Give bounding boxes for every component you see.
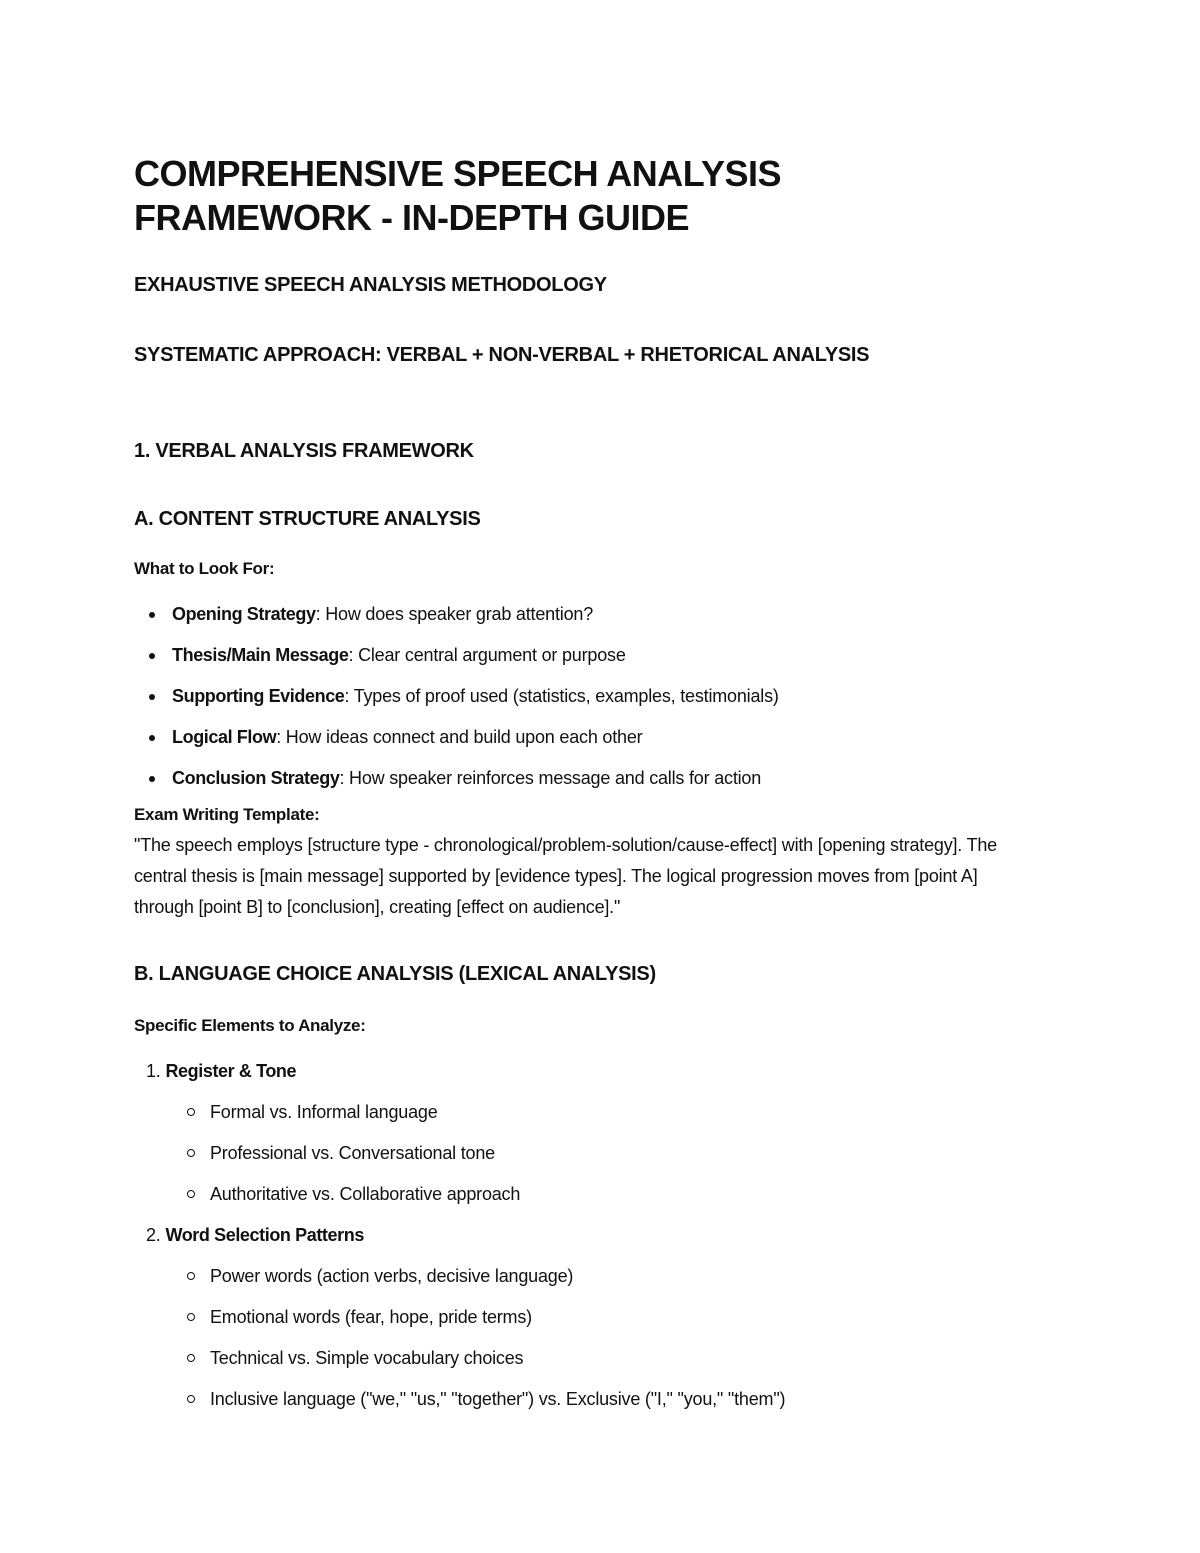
sub-list [146, 1100, 1040, 1206]
sub-list-item: Professional vs. Conversational tone [210, 1141, 1040, 1165]
subtitle-approach: SYSTEMATIC APPROACH: VERBAL + NON-VERBAL + RHETORICAL ANALYSIS [134, 344, 870, 366]
subtitle-methodology: EXHAUSTIVE SPEECH ANALYSIS METHODOLOGY [134, 274, 607, 296]
numbered-item-register [146, 1059, 1040, 1206]
item-title: Word Selection Patterns [165, 1225, 364, 1245]
item-desc: : How does speaker grab attention? [315, 604, 594, 624]
item-title: Register & Tone [165, 1061, 297, 1081]
item-number: 2. [146, 1225, 161, 1245]
sub-list-item: Emotional words (fear, hope, pride terms) [210, 1305, 1040, 1329]
item-term: Supporting Evidence [172, 686, 345, 706]
sub-list-item: Authoritative vs. Collaborative approach [210, 1182, 1040, 1206]
item-desc: : Clear central argument or purpose [348, 645, 626, 665]
item-desc: : How speaker reinforces message and calls for action [339, 768, 762, 788]
section-heading-verbal: 1. VERBAL ANALYSIS FRAMEWORK [134, 440, 474, 462]
item-desc: : Types of proof used (statistics, examples, testimonials) [344, 686, 779, 706]
sub-list [146, 1264, 1040, 1411]
item-desc: : How ideas connect and build upon each other [276, 727, 643, 747]
list-item [172, 684, 1040, 708]
item-term: Opening Strategy [172, 604, 316, 624]
item-term: Thesis/Main Message [172, 645, 349, 665]
sub-list-item: Power words (action verbs, decisive language) [210, 1264, 1040, 1288]
label-specific-elements: Specific Elements to Analyze: [134, 1016, 366, 1035]
elements-numbered-list [134, 1059, 1040, 1411]
label-what-to-look-for: What to Look For: [134, 559, 275, 578]
list-item [172, 643, 1040, 667]
item-term: Logical Flow [172, 727, 277, 747]
heading-content-structure: A. CONTENT STRUCTURE ANALYSIS [134, 508, 481, 530]
sub-list-item: Technical vs. Simple vocabulary choices [210, 1346, 1040, 1370]
title-line-1: COMPREHENSIVE SPEECH ANALYSIS [134, 153, 781, 194]
sub-list-item: Inclusive language ("we," "us," "together") vs. Exclusive ("I," "you," "them") [210, 1387, 1040, 1411]
list-item [172, 725, 1040, 749]
sub-list-item: Formal vs. Informal language [210, 1100, 1040, 1124]
numbered-item-word-selection [146, 1223, 1040, 1411]
title-line-2: FRAMEWORK - IN-DEPTH GUIDE [134, 197, 689, 238]
item-number: 1. [146, 1061, 161, 1081]
label-exam-template: Exam Writing Template: [134, 805, 320, 824]
list-item [172, 766, 1040, 790]
exam-template-text: "The speech employs [structure type - chronological/problem-solution/cause-effect] with [opening strategy]. The central thesis is [main message] supported by [evidence types]. The logical progression moves from [point A] through [point B] to [conclusion], creating [effect on audience]." [134, 835, 997, 917]
document-title [134, 152, 1040, 240]
look-for-list [134, 602, 1040, 790]
item-term: Conclusion Strategy [172, 768, 340, 788]
heading-language-choice: B. LANGUAGE CHOICE ANALYSIS (LEXICAL ANALYSIS) [134, 963, 656, 985]
list-item [172, 602, 1040, 626]
